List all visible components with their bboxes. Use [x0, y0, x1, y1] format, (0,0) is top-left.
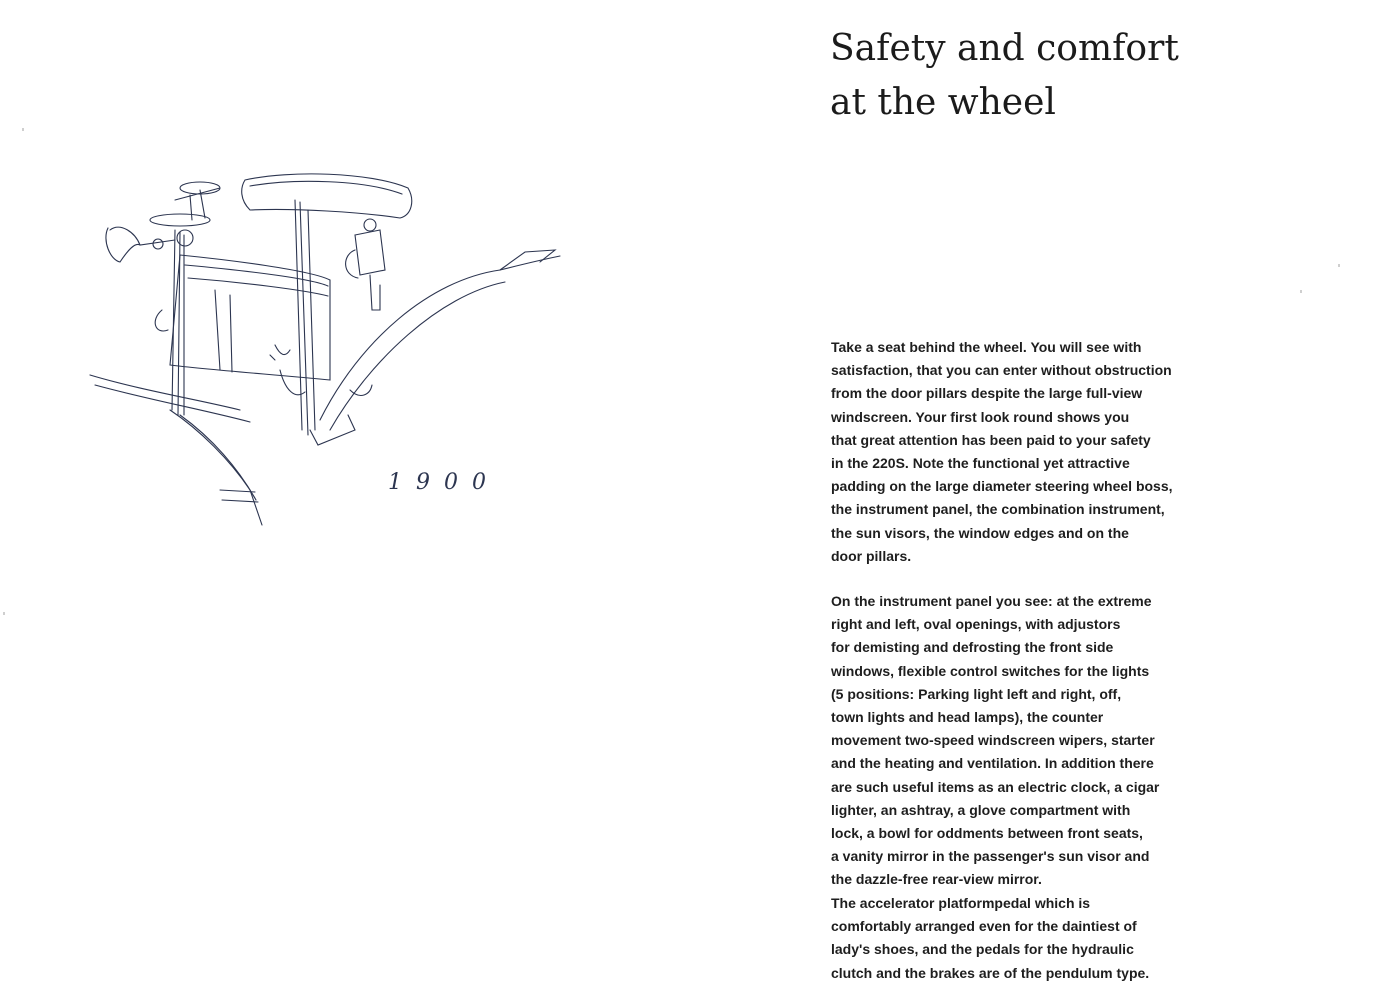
body-paragraph — [831, 590, 1159, 892]
text-line: the dazzle-free rear-view mirror. — [831, 871, 1042, 888]
text-line: padding on the large diameter steering wheel boss, — [831, 478, 1173, 495]
text-line: and the heating and ventilation. In addition there — [831, 755, 1154, 772]
text-line: lighter, an ashtray, a glove compartment with — [831, 801, 1131, 818]
text-line: The accelerator platformpedal which is — [831, 895, 1091, 911]
text-line: satisfaction, that you can enter without obstruction — [831, 362, 1172, 379]
text-line: in the 220S. Note the functional yet attractive — [831, 455, 1130, 472]
text-line: windscreen. Your first look round shows you — [831, 408, 1130, 425]
body-paragraph — [831, 336, 1173, 568]
text-line: are such useful items as an electric clock, a cigar — [831, 778, 1160, 795]
veteran-car-sketch — [80, 160, 580, 540]
paper-speck — [3, 612, 5, 615]
text-line: the instrument panel, the combination instrument, — [831, 501, 1165, 518]
text-line: right and left, oval openings, with adjustors — [831, 616, 1121, 633]
body-paragraph — [831, 892, 1149, 985]
text-line: door pillars. — [831, 547, 912, 564]
text-line: for demisting and defrosting the front side — [831, 639, 1114, 656]
page-title — [830, 22, 1179, 130]
text-line: windows, flexible control switches for the lights — [831, 662, 1150, 679]
text-line: lady's shoes, and the pedals for the hydraulic — [831, 941, 1134, 958]
text-line: On the instrument panel you see: at the extreme — [831, 593, 1152, 609]
paper-speck — [1300, 290, 1302, 293]
title-line: at the wheel — [830, 82, 1056, 123]
text-line: from the door pillars despite the large full-view — [831, 385, 1143, 402]
text-line: clutch and the brakes are of the pendulum type. — [831, 964, 1150, 981]
text-line: a vanity mirror in the passenger's sun visor and — [831, 848, 1150, 865]
paper-speck — [22, 128, 24, 131]
text-line: comfortably arranged even for the daintiest of — [831, 918, 1137, 935]
text-line: the sun visors, the window edges and on the — [831, 524, 1129, 541]
text-line: Take a seat behind the wheel. You will see with — [831, 339, 1142, 355]
text-line: that great attention has been paid to your safety — [831, 431, 1151, 448]
right-page — [700, 0, 1387, 992]
title-line: Safety and comfort — [830, 28, 1179, 69]
text-line: (5 positions: Parking light left and right, off, — [831, 685, 1122, 702]
text-line: lock, a bowl for oddments between front seats, — [831, 825, 1143, 842]
text-line: movement two-speed windscreen wipers, starter — [831, 732, 1155, 749]
paper-speck — [1338, 264, 1340, 267]
year-caption: 1900 — [388, 470, 500, 495]
text-line: town lights and head lamps), the counter — [831, 709, 1104, 726]
